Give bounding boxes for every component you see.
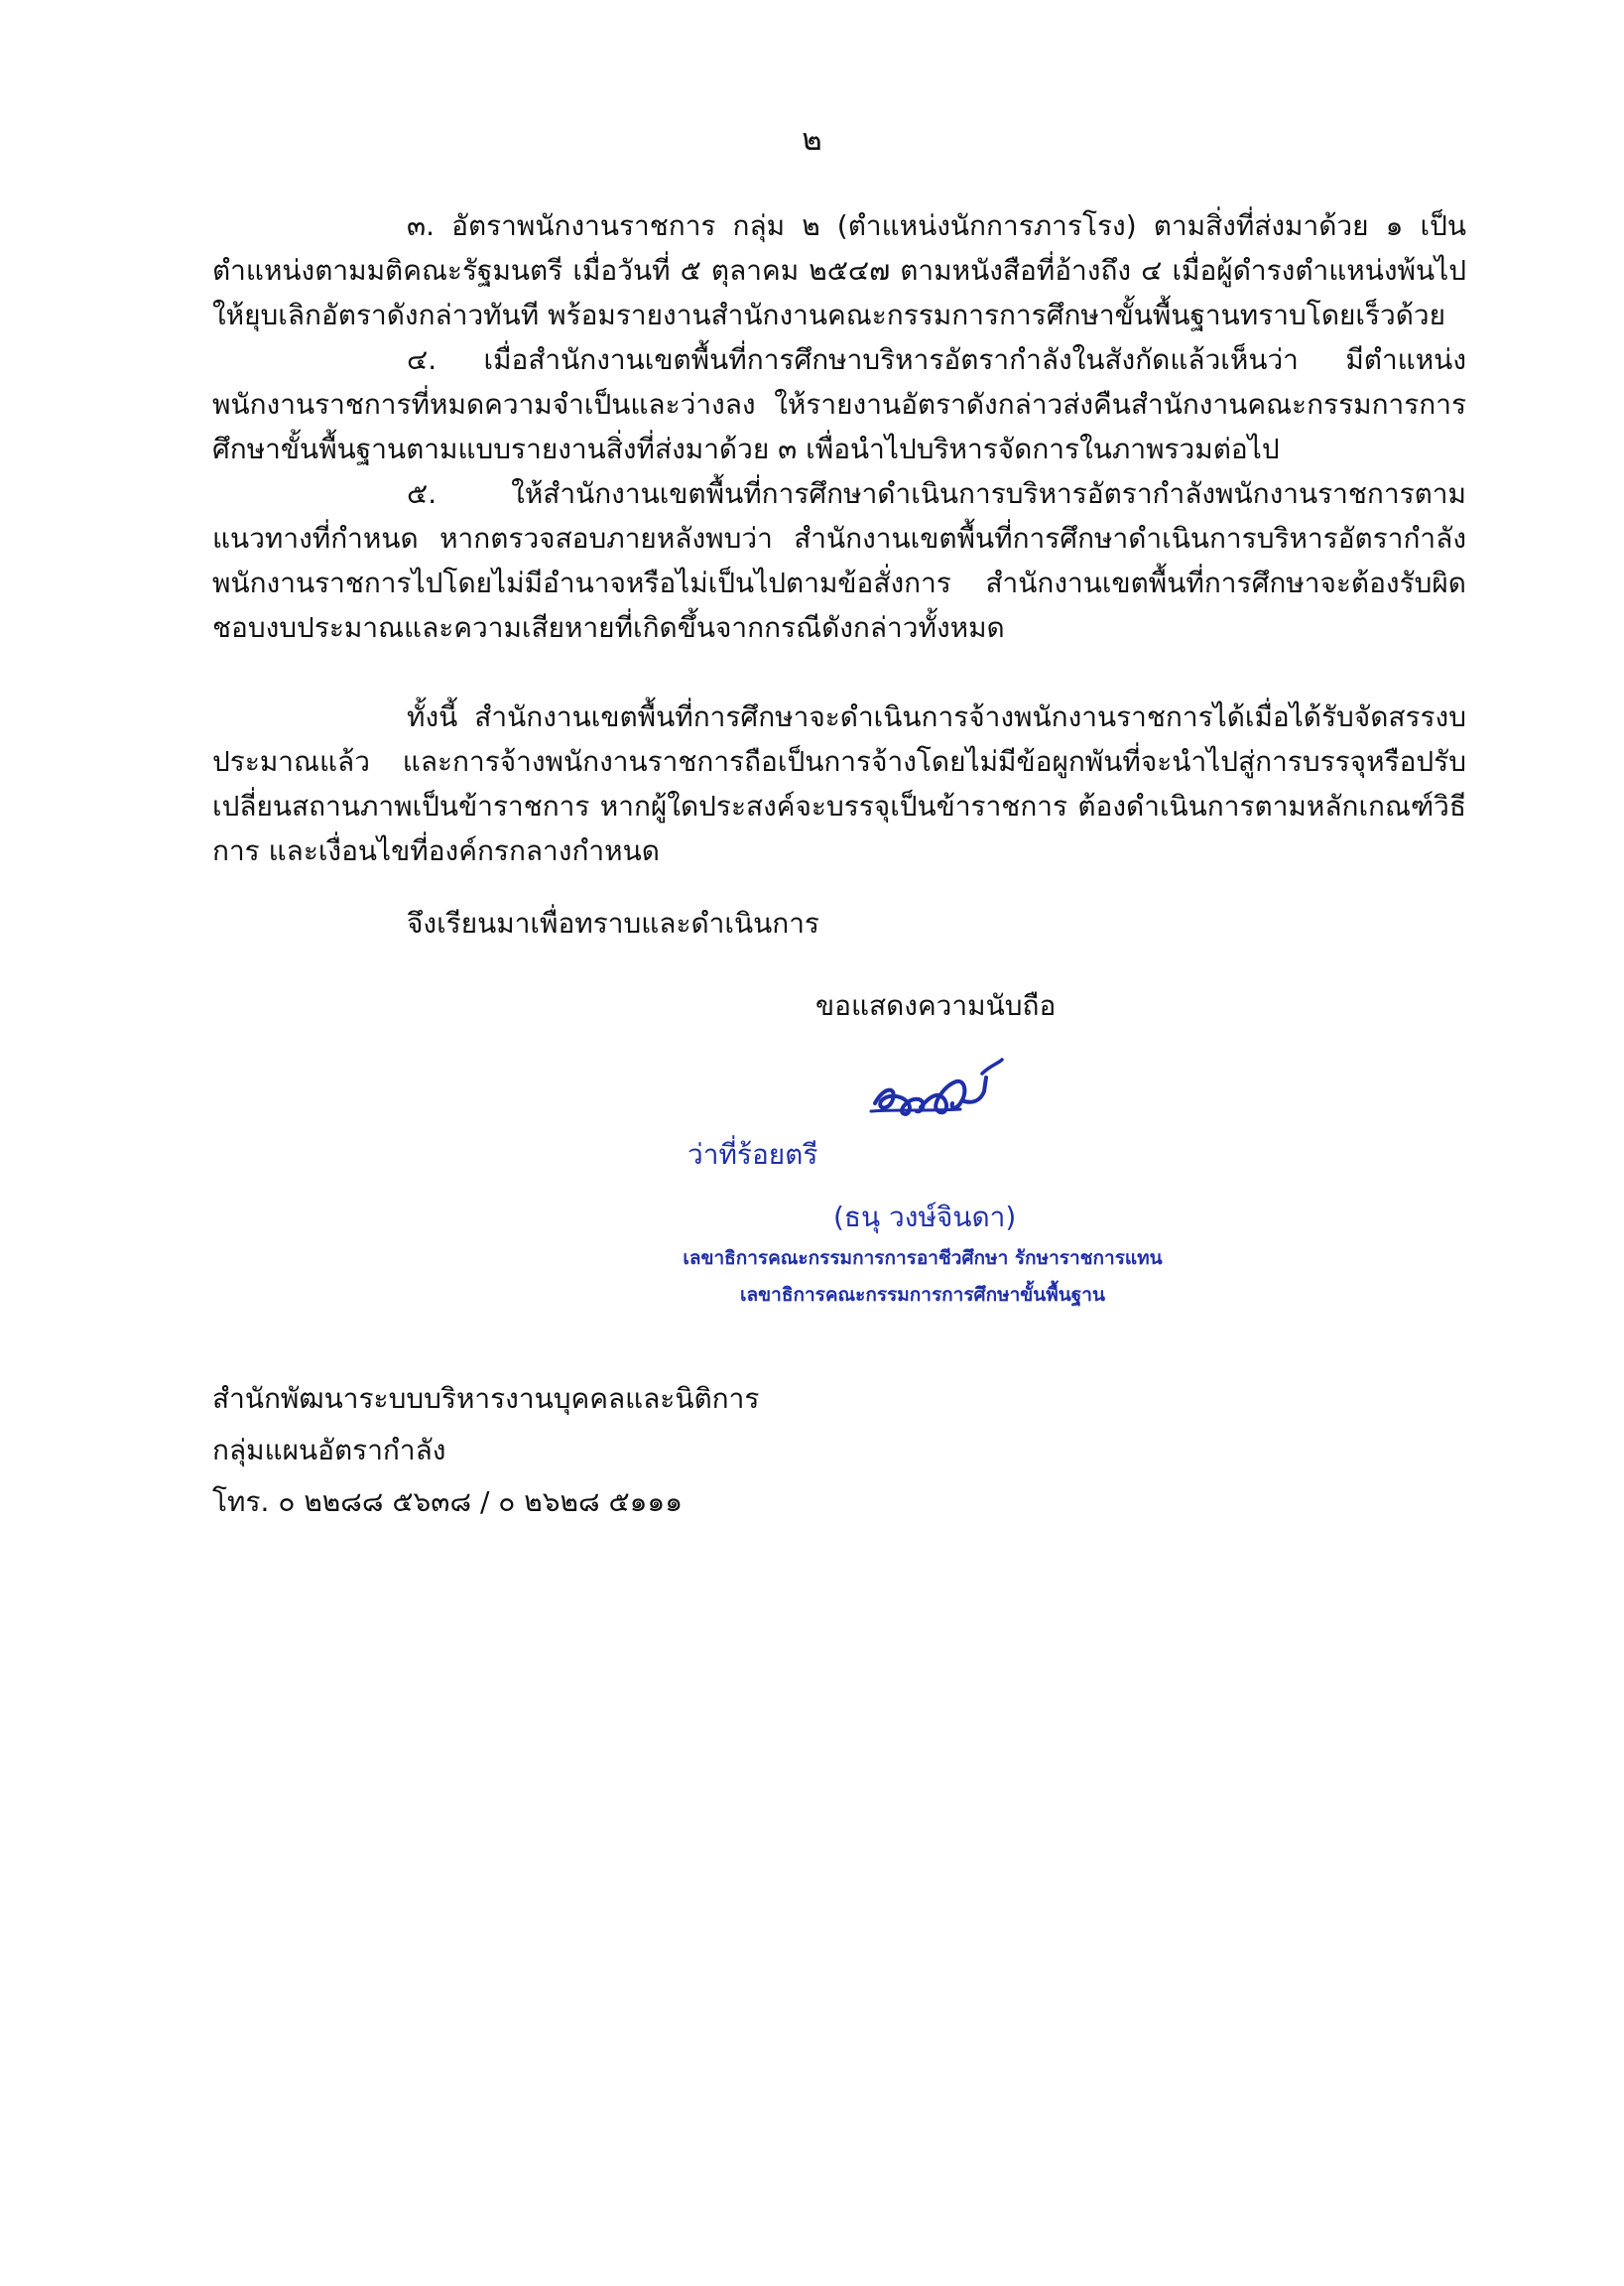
signer-rank: ว่าที่ร้อยตรี bbox=[687, 1138, 818, 1171]
paragraph-item-3: ๓. อัตราพนักงานราชการ กลุ่ม ๒ (ตำแหน่งนักการภารโรง) ตามสิ่งที่ส่งมาด้วย ๑ เป็นตำแหน่งตามมติคณะรัฐมนตรี เมื่อวันที่ ๕ ตุลาคม ๒๕๔๗ ตามหนังสือที่อ้างถึง ๔ เมื่อผู้ดำรงตำแหน่งพ้นไปให้ยุบเลิกอัตราดังกล่าวทันที พร้อมรายงานสำนักงานคณะกรรมการการศึกษาขั้นพื้นฐานทราบโดยเร็วด้วย bbox=[212, 209, 1466, 331]
signer-name: (ธนุ วงษ์จินดา) bbox=[833, 1201, 1017, 1233]
signer-title-line2: เลขาธิการคณะกรรมการการศึกษาขั้นพื้นฐาน bbox=[740, 1284, 1105, 1306]
department-office: สำนักพัฒนาระบบบริหารงานบุคคลและนิติการ bbox=[212, 1382, 760, 1415]
page-number: ๒ bbox=[802, 122, 822, 158]
paragraph-condition: ทั้งนี้ สำนักงานเขตพื้นที่การศึกษาจะดำเนินการจ้างพนักงานราชการได้เมื่อได้รับจัดสรรงบประมาณแล้ว และการจ้างพนักงานราชการถือเป็นการจ้างโดยไม่มีข้อผูกพันที่จะนำไปสู่การบรรจุหรือปรับเปลี่ยนสถานภาพเป็นข้าราชการ หากผู้ใดประสงค์จะบรรจุเป็นข้าราชการ ต้องดำเนินการตามหลักเกณฑ์วิธีการ และเงื่อนไขที่องค์กรกลางกำหนด bbox=[212, 700, 1466, 867]
signer-title-line1: เลขาธิการคณะกรรมการการอาชีวศึกษา รักษาราชการแทน bbox=[683, 1247, 1163, 1269]
paragraph-request: จึงเรียนมาเพื่อทราบและดำเนินการ bbox=[407, 907, 819, 940]
letter-body bbox=[212, 203, 1466, 946]
department-group: กลุ่มแผนอัตรากำลัง bbox=[212, 1434, 446, 1466]
handwritten-signature bbox=[865, 1052, 1044, 1131]
paragraph-item-4: ๔. เมื่อสำนักงานเขตพื้นที่การศึกษาบริหารอัตรากำลังในสังกัดแล้วเห็นว่า มีตำแหน่งพนักงานราชการที่หมดความจำเป็นและว่างลง ให้รายงานอัตราดังกล่าวส่งคืนสำนักงานคณะกรรมการการศึกษาขั้นพื้นฐานตามแบบรายงานสิ่งที่ส่งมาด้วย ๓ เพื่อนำไปบริหารจัดการในภาพรวมต่อไป bbox=[212, 343, 1466, 465]
complimentary-close: ขอแสดงความนับถือ bbox=[815, 989, 1057, 1022]
department-phone: โทร. ๐ ๒๒๘๘ ๕๖๓๘ / ๐ ๒๖๒๘ ๕๑๑๑ bbox=[212, 1485, 683, 1518]
paragraph-item-5: ๕. ให้สำนักงานเขตพื้นที่การศึกษาดำเนินการบริหารอัตรากำลังพนักงานราชการตามแนวทางที่กำหนด หากตรวจสอบภายหลังพบว่า สำนักงานเขตพื้นที่การศึกษาดำเนินการบริหารอัตรากำลังพนักงานราชการไปโดยไม่มีอำนาจหรือไม่เป็นไปตามข้อสั่งการ สำนักงานเขตพื้นที่การศึกษาจะต้องรับผิดชอบงบประมาณและความเสียหายที่เกิดขึ้นจากกรณีดังกล่าวทั้งหมด bbox=[212, 477, 1466, 644]
